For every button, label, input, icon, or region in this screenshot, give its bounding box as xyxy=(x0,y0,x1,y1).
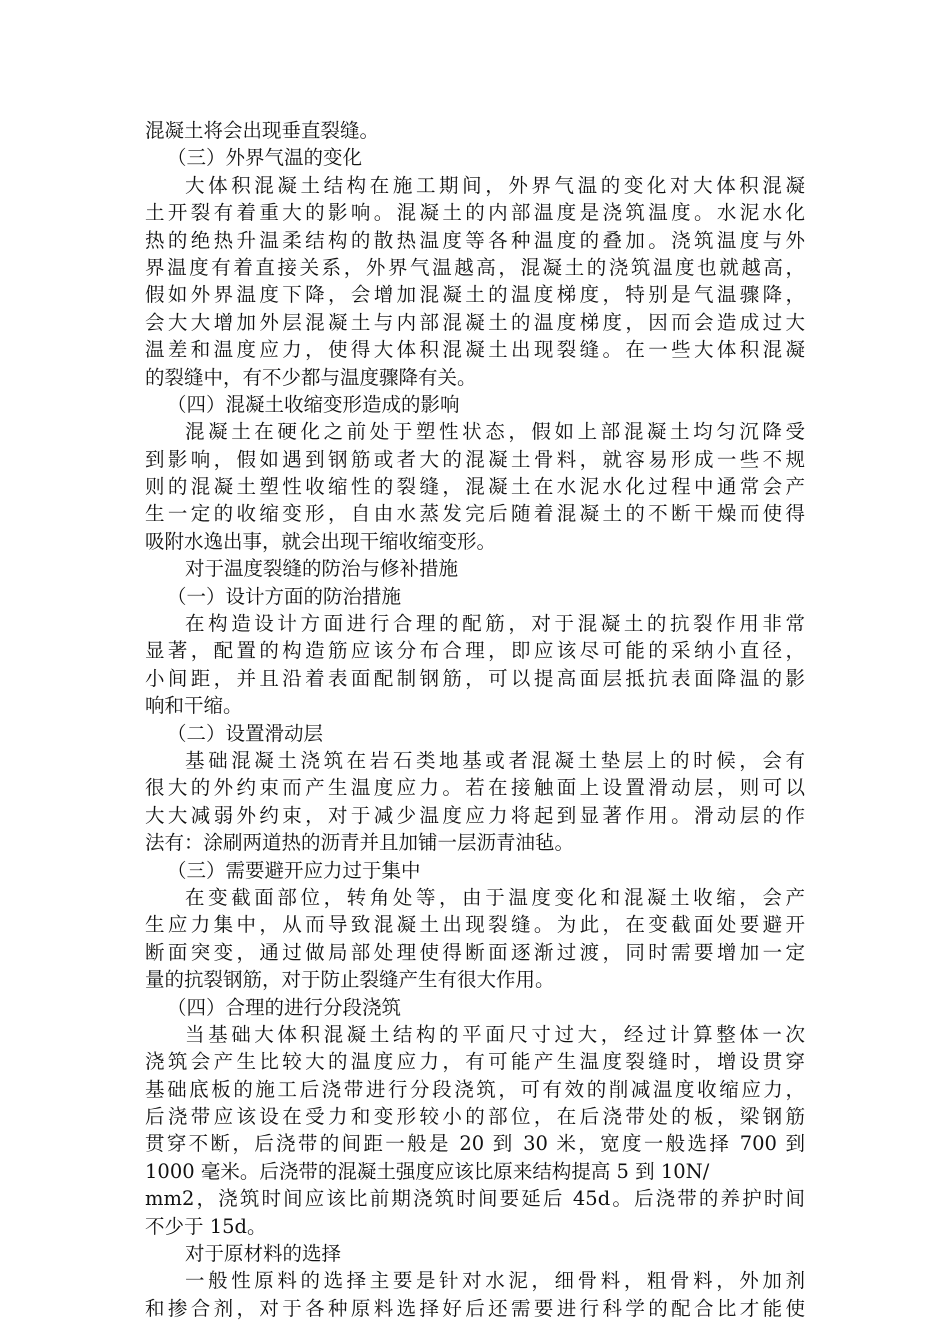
text-line: 法有：涂刷两道热的沥青并且加铺一层沥青油毡。 xyxy=(145,831,575,855)
text-line: 基础混凝土浇筑在岩石类地基或者混凝土垫层上的时候，会有 xyxy=(185,748,805,772)
section-heading: （三）外界气温的变化 xyxy=(167,146,363,170)
text-line: 在变截面部位，转角处等，由于温度变化和混凝土收缩，会产 xyxy=(185,885,805,909)
text-line: 大大减弱外约束，对于减少温度应力将起到显著作用。滑动层的作 xyxy=(145,803,805,827)
text-line: 会大大增加外层混凝土与内部混凝土的温度梯度，因而会造成过大 xyxy=(145,310,805,334)
text-line: 响和干缩。 xyxy=(145,694,243,718)
text-line: 温差和温度应力，使得大体积混凝土出现裂缝。在一些大体积混凝 xyxy=(145,338,805,362)
text-line: 混凝土将会出现垂直裂缝。 xyxy=(145,119,380,142)
text-line: 到影响，假如遇到钢筋或者大的混凝土骨料，就容易形成一些不规 xyxy=(145,447,805,471)
section-heading: 对于原材料的选择 xyxy=(185,1242,342,1266)
text-line: 土开裂有着重大的影响。混凝土的内部温度是浇筑温度。水泥水化 xyxy=(145,201,805,225)
text-line: 混凝土在硬化之前处于塑性状态，假如上部混凝土均匀沉降受 xyxy=(185,420,805,444)
text-line: 基础底板的施工后浇带进行分段浇筑，可有效的削减温度收缩应力， xyxy=(145,1077,805,1101)
text-line: 在构造设计方面进行合理的配筋，对于混凝土的抗裂作用非常 xyxy=(185,612,805,636)
text-line: 生一定的收缩变形，自由水蒸发完后随着混凝土的不断干燥而使得 xyxy=(145,502,805,526)
text-line: 热的绝热升温柔结构的散热温度等各种温度的叠加。浇筑温度与外 xyxy=(145,228,805,252)
text-line: 则的混凝土塑性收缩性的裂缝，混凝土在水泥水化过程中通常会产 xyxy=(145,475,805,499)
text-line: 的裂缝中，有不少都与温度骤降有关。 xyxy=(145,365,477,389)
text-line: 贯穿不断，后浇带的间距一般是 20 到 30 米，宽度一般选择 700 到 xyxy=(145,1132,805,1156)
section-heading: （四）混凝土收缩变形造成的影响 xyxy=(167,392,460,416)
text-line: 显著，配置的构造筋应该分布合理，即应该尽可能的采纳小直径， xyxy=(145,639,805,663)
text-line: 大体积混凝土结构在施工期间，外界气温的变化对大体积混凝 xyxy=(185,173,805,197)
body-text xyxy=(145,117,805,1322)
text-line: 小间距，并且沿着表面配制钢筋，可以提高面层抵抗表面降温的影 xyxy=(145,666,805,690)
section-heading: （二）设置滑动层 xyxy=(167,721,324,745)
text-line: 浇筑会产生比较大的温度应力，有可能产生温度裂缝时，增设贯穿 xyxy=(145,1050,805,1074)
text-line: 断面突变，通过做局部处理使得断面逐渐过渡，同时需要增加一定 xyxy=(145,940,805,964)
section-heading: （一）设计方面的防治措施 xyxy=(167,584,402,608)
text-line: 后浇带应该设在受力和变形较小的部位，在后浇带处的板，梁钢筋 xyxy=(145,1105,805,1129)
text-line: 生应力集中，从而导致混凝土出现裂缝。为此，在变截面处要避开 xyxy=(145,913,805,937)
text-line: 一般性原料的选择主要是针对水泥，细骨料，粗骨料，外加剂 xyxy=(185,1269,805,1293)
text-line: 假如外界温度下降，会增加混凝土的温度梯度，特别是气温骤降， xyxy=(145,283,805,307)
section-heading: 对于温度裂缝的防治与修补措施 xyxy=(185,557,459,581)
text-line: 界温度有着直接关系，外界气温越高，混凝土的浇筑温度也就越高， xyxy=(145,255,805,279)
text-line: 不少于 15d。 xyxy=(145,1214,267,1238)
text-line: mm2，浇筑时间应该比前期浇筑时间要延后 45d。后浇带的养护时间 xyxy=(145,1187,805,1211)
section-heading: （四）合理的进行分段浇筑 xyxy=(167,995,402,1019)
text-line: 1000 毫米。后浇带的混凝土强度应该比原来结构提高 5 到 10N/ xyxy=(145,1159,710,1183)
text-line: 量的抗裂钢筋，对于防止裂缝产生有很大作用。 xyxy=(145,968,555,992)
section-heading: （三）需要避开应力过于集中 xyxy=(167,858,421,882)
text-line: 很大的外约束而产生温度应力。若在接触面上设置滑动层，则可以 xyxy=(145,776,805,800)
text-line: 和掺合剂，对于各种原料选择好后还需要进行科学的配合比才能使 xyxy=(145,1296,805,1320)
text-line: 吸附水逸出事，就会出现干缩收缩变形。 xyxy=(145,529,497,553)
text-line: 当基础大体积混凝土结构的平面尺寸过大，经过计算整体一次 xyxy=(185,1022,805,1046)
